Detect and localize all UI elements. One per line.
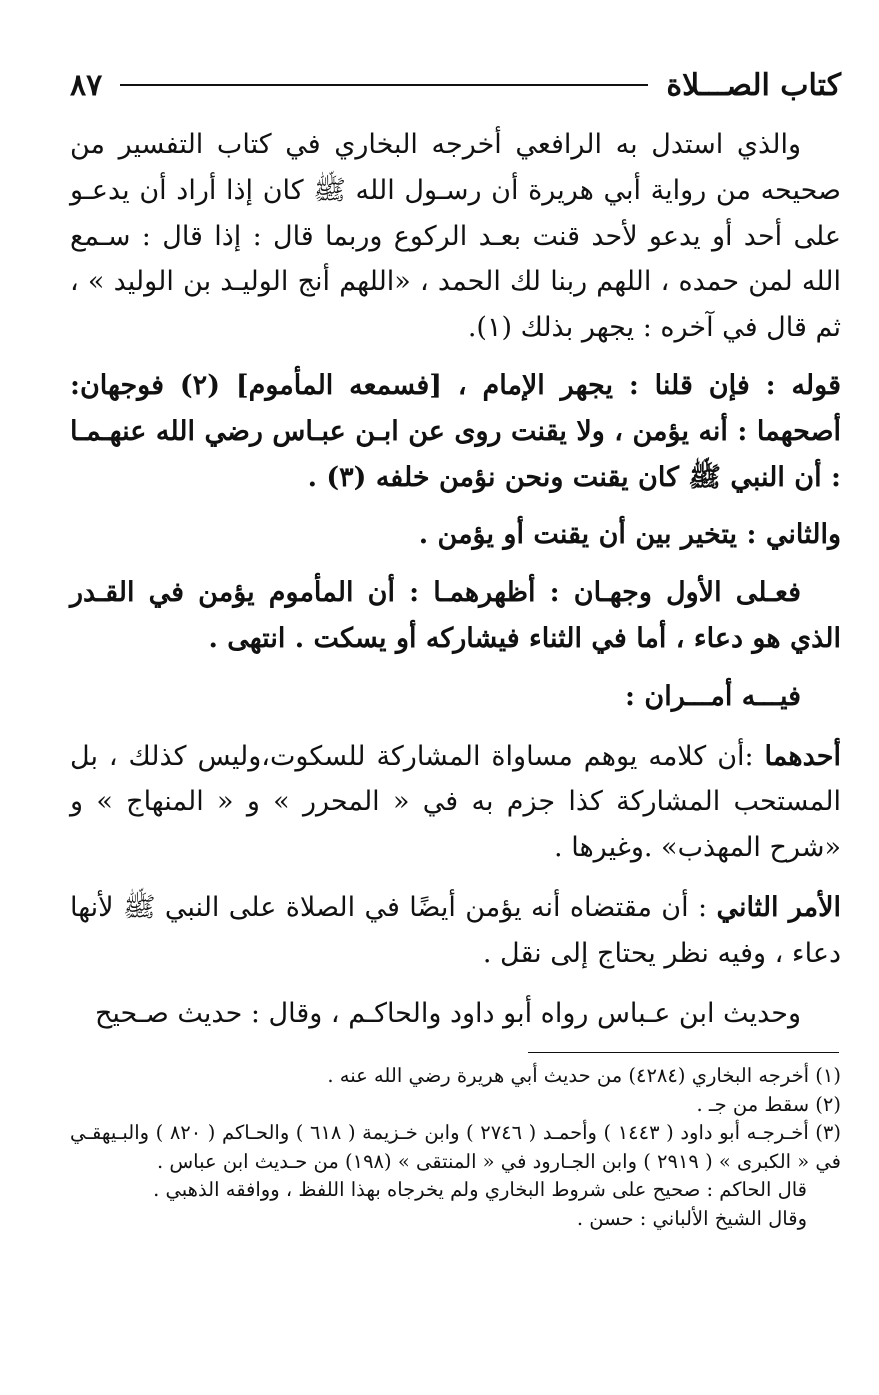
paragraph-second-matter xyxy=(70,885,841,977)
footnote-3-hakim: قال الحاكم : صحيح على شروط البخاري ولم يخرجاه بهذا اللفظ ، ووافقه الذهبي . xyxy=(153,1178,807,1201)
paragraph-quote-imam-jahr: قوله : فإن قلنا : يجهر الإمام ، [فسمعه المأموم] (٢) فوجهان: أصحهما : أنه يؤمن ، ولا يقنت روى عن ابـن عبـاس رضي الله عنهـمـا : أن النبي ﷺ كان يقنت ونحن نؤمن خلفه (٣) . xyxy=(70,369,841,493)
paragraph-two-matters: فيـــه أمـــران : xyxy=(625,680,801,712)
second-matter-lead: الأمر الثاني xyxy=(716,891,841,923)
footnote-2: (٢) سقط من جـ . xyxy=(696,1092,841,1116)
paragraph-ibn-abbas-hadith: وحديث ابن عـباس رواه أبو داود والحاكـم ، وقال : حديث صـحيح xyxy=(94,997,801,1029)
footnote-separator xyxy=(528,1052,839,1053)
first-matter-lead: أحدهما xyxy=(764,740,841,772)
chapter-title: كتاب الصـــلاة xyxy=(666,67,841,103)
header-rule xyxy=(120,84,648,86)
first-matter-text: :أن كلامه يوهم مساواة المشاركة للسكوت،وليس كذلك ، بل المستحب المشاركة كذا جزم به في « المحرر » و « المنهاج » و «شرح المهذب» .وغيرها . xyxy=(70,740,841,864)
paragraph-second-view: والثاني : يتخير بين أن يقنت أو يؤمن . xyxy=(418,519,841,551)
footnotes xyxy=(70,1062,841,1233)
footnote-1: (١) أخرجه البخاري (٤٢٨٤) من حديث أبي هريرة رضي الله عنه . xyxy=(327,1064,841,1087)
footnote-3-albani: وقال الشيخ الألباني : حسن . xyxy=(576,1206,807,1230)
paragraph-first-matter xyxy=(70,734,841,871)
footnote-3: (٣) أخـرجـه أبو داود ( ١٤٤٣ ) وأحمـد ( ٢٧٤٦ ) وابن خـزيمة ( ٦١٨ ) والحـاكم ( ٨٢٠ ) والبـيهقـي في « الكبرى » ( ٢٩١٩ ) وابن الجـارود في « المنتقى » (١٩٨) من حـديث ابن عباس . xyxy=(70,1121,842,1173)
second-matter-text: : أن مقتضاه أنه يؤمن أيضًا في الصلاة على النبي ﷺ لأنها دعاء ، وفيه نظر يحتاج إلى نقل . xyxy=(70,891,841,969)
paragraph-rafii-evidence: والذي استدل به الرافعي أخرجه البخاري في كتاب التفسير من صحيحه من رواية أبي هريرة أن رسـول الله ﷺ كان إذا أراد أن يدعـو على أحد أو يدعو لأحد قنت بعـد الركوع وربما قال : إذا قال : سـمع الله لمن حمده ، اللهم ربنا لك الحمد ، «اللهم أنج الوليـد بن الوليد » ، ثم قال في آخره : يجهر بذلك (١). xyxy=(70,129,841,344)
running-header xyxy=(70,60,841,110)
paragraph-first-view: فعـلى الأول وجهـان : أظهرهمـا : أن المأموم يؤمن في القـدر الذي هو دعاء ، أما في الثناء فيشاركه أو يسكت . انتهى . xyxy=(70,577,841,654)
main-text xyxy=(70,122,841,1036)
page-number: ٨٧ xyxy=(70,67,103,103)
